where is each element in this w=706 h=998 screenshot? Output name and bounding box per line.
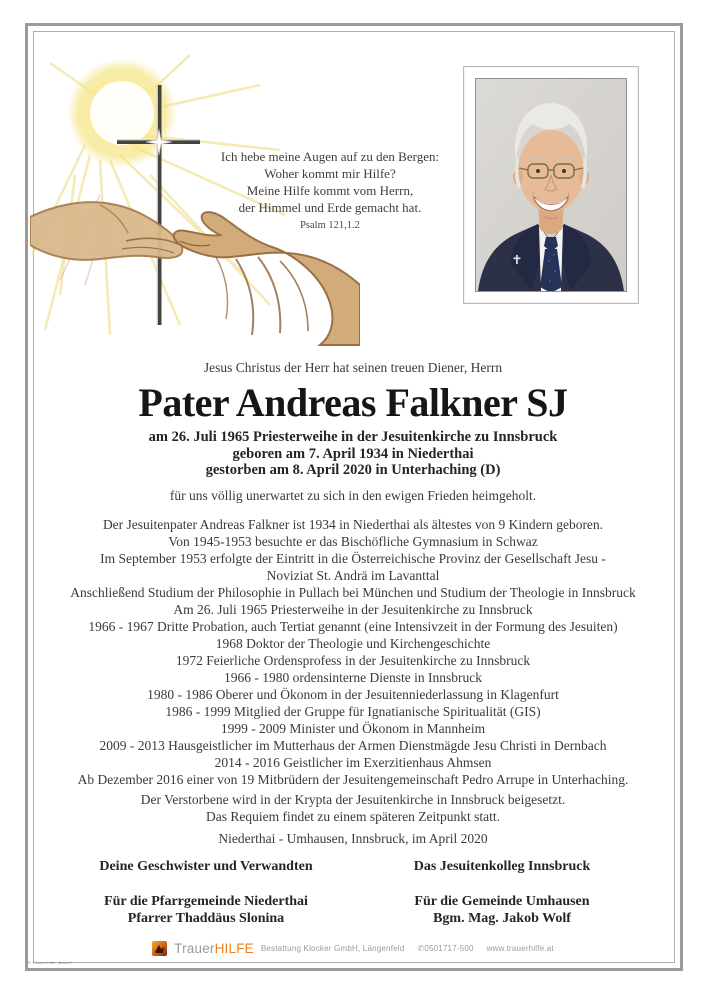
mourner-line: Bgm. Mag. Jakob Wolf — [433, 911, 571, 926]
biography-line: Im September 1953 erfolgte der Eintritt in die Österreichische Provinz der Gesellschaft Jesu - — [100, 551, 606, 566]
website-text: www.trauerhilfe.at — [486, 944, 554, 953]
portrait-photo — [475, 78, 627, 292]
company-name: Bestattung Klocker GmbH, Längenfeld — [260, 944, 405, 953]
deceased-name: Pater Andreas Falkner SJ — [138, 380, 568, 425]
psalm-reference: Psalm 121,1.2 — [300, 220, 360, 231]
mourner-right-primary: Das Jesuitenkolleg Innsbruck — [413, 859, 591, 874]
mourner-line: Für die Gemeinde Umhausen — [414, 894, 590, 909]
trauerhilfe-logo-icon — [152, 941, 167, 956]
psalm-line: der Himmel und Erde gemacht hat. — [238, 200, 422, 215]
intro-line: Jesus Christus der Herr hat seinen treuen Diener, Herrn — [203, 360, 503, 375]
biography-line: Der Jesuitenpater Andreas Falkner ist 1934 in Niederthai als ältestes von 9 Kindern geboren. — [102, 517, 604, 532]
portrait-photo-frame — [463, 66, 639, 304]
brand-trauer: Trauer — [174, 941, 215, 956]
mourner-right-secondary — [354, 893, 650, 927]
dateline: Niederthai - Umhausen, Innsbruck, im April 2020 — [218, 831, 488, 846]
brand-wordmark — [174, 941, 254, 956]
biography-line: Ab Dezember 2016 einer von 19 Mitbrüdern der Jesuitengemeinschaft Pedro Arrupe in Unterhaching. — [77, 772, 629, 787]
burial-line: Das Requiem findet zu einem späteren Zeitpunkt statt. — [206, 809, 500, 824]
burial-line: Der Verstorbene wird in der Krypta der Jesuitenkirche in Innsbruck beigesetzt. — [140, 792, 566, 807]
biography-line: 1986 - 1999 Mitglied der Gruppe für Ignatianische Spiritualität (GIS) — [165, 704, 541, 719]
brand-hilfe: HILFE — [214, 941, 254, 956]
mourner-line: Für die Pfarrgemeinde Niederthai — [104, 894, 308, 909]
biography-line: 1999 - 2009 Minister und Ökonom in Mannheim — [220, 721, 486, 736]
mourners-right-column — [354, 858, 650, 927]
psalm-line: Woher kommt mir Hilfe? — [264, 166, 396, 181]
biography-line: 2009 - 2013 Hausgeistlicher im Mutterhaus der Armen Dienstmägde Jesu Christi in Dernbach — [99, 738, 607, 753]
biography-line: Anschließend Studium der Philosophie in Pullach bei München und Studium der Theologie in Innsbruck — [70, 585, 636, 600]
psalm-line: Ich hebe meine Augen auf zu den Bergen: — [220, 149, 440, 164]
psalm-line: Meine Hilfe kommt vom Herrn, — [246, 183, 414, 198]
artwork-copyright: © Trauer-Hilfe „Bambi“ — [28, 960, 73, 965]
biography — [30, 516, 676, 788]
detail-line: geboren am 7. April 1934 in Niederthai — [232, 445, 474, 462]
deceased-details — [30, 429, 676, 479]
psalm-verse — [192, 148, 468, 234]
funeral-home-footer — [0, 941, 706, 956]
mourners-left-column — [58, 858, 354, 927]
mourner-left-primary: Deine Geschwister und Verwandten — [99, 859, 313, 874]
biography-line: 2014 - 2016 Geistlicher im Exerzitienhaus Ahmsen — [214, 755, 492, 770]
mourner-line: Pfarrer Thaddäus Slonina — [127, 911, 285, 926]
biography-line: 1980 - 1986 Oberer und Ökonom in der Jesuitenniederlassung in Klagenfurt — [147, 687, 559, 702]
phone-number: 0501717-500 — [424, 944, 474, 953]
biography-line: Am 26. Juli 1965 Priesterweihe in der Jesuitenkirche zu Innsbruck — [173, 602, 533, 617]
called-home-line: für uns völlig unerwartet zu sich in den ewigen Frieden heimgeholt. — [169, 488, 537, 503]
biography-line: 1972 Feierliche Ordensprofess in der Jesuitenkirche zu Innsbruck — [175, 653, 531, 668]
biography-line: Noviziat St. Andrä im Lavanttal — [266, 568, 440, 583]
psalm-lines — [192, 148, 468, 216]
biography-line: 1966 - 1967 Dritte Probation, auch Tertiat genannt (eine Intensivzeit in der Formung des Jesuiten) — [88, 619, 618, 634]
portrait-illustration — [476, 79, 626, 291]
biography-line: 1966 - 1980 ordensinterne Dienste in Innsbruck — [224, 670, 482, 685]
detail-line: am 26. Juli 1965 Priesterweihe in der Jesuitenkirche zu Innsbruck — [148, 429, 558, 445]
detail-line: gestorben am 8. April 2020 in Unterhaching (D) — [205, 462, 501, 478]
phone-icon: ✆ — [417, 944, 425, 953]
phone-entry — [417, 944, 473, 953]
burial-info — [30, 791, 676, 825]
biography-line: 1968 Doktor der Theologie und Kirchengeschichte — [215, 636, 491, 651]
mourner-left-secondary — [58, 893, 354, 927]
mourners-section — [58, 858, 650, 927]
biography-line: Von 1945-1953 besuchte er das Bischöfliche Gymnasium in Schwaz — [168, 534, 538, 549]
